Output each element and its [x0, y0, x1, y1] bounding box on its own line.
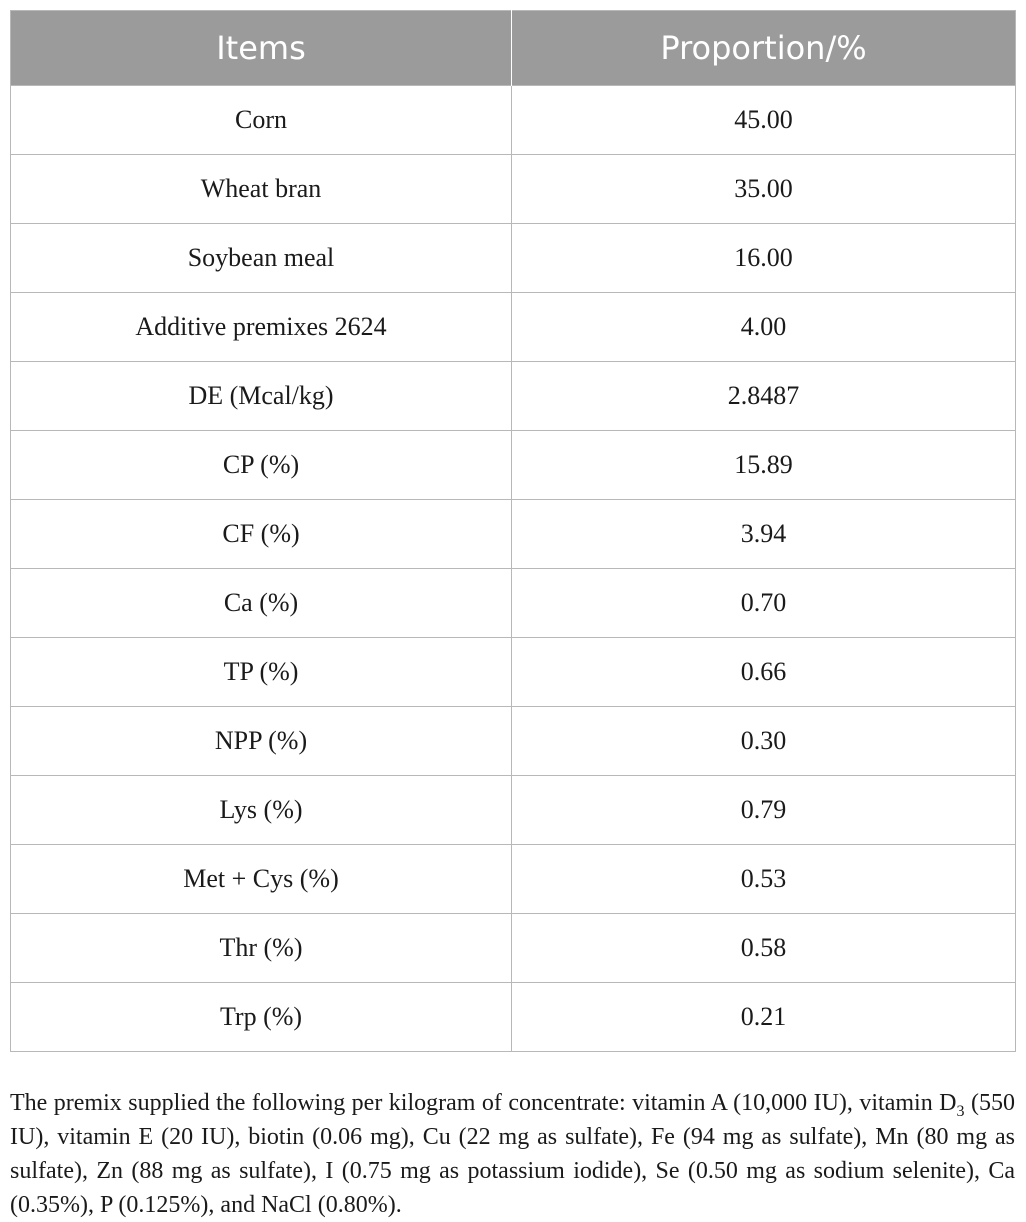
table-header-row: [11, 11, 1016, 86]
row-item: NPP (%): [11, 707, 512, 776]
row-value: 0.79: [512, 776, 1016, 845]
row-value: 2.8487: [512, 362, 1016, 431]
table-row: [11, 500, 1016, 569]
composition-table: [10, 10, 1016, 1052]
table-row: [11, 86, 1016, 155]
header-proportion: Proportion/%: [512, 11, 1016, 86]
row-item: Corn: [11, 86, 512, 155]
row-value: 3.94: [512, 500, 1016, 569]
table-row: [11, 293, 1016, 362]
row-item: Met + Cys (%): [11, 845, 512, 914]
row-item: TP (%): [11, 638, 512, 707]
row-item: DE (Mcal/kg): [11, 362, 512, 431]
table-row: [11, 224, 1016, 293]
table-row: [11, 983, 1016, 1052]
row-item: Additive premixes 2624: [11, 293, 512, 362]
row-value: 16.00: [512, 224, 1016, 293]
row-value: 35.00: [512, 155, 1016, 224]
table-row: [11, 914, 1016, 983]
table-row: [11, 845, 1016, 914]
header-items: Items: [11, 11, 512, 86]
row-value: 0.58: [512, 914, 1016, 983]
table-row: [11, 776, 1016, 845]
row-value: 0.70: [512, 569, 1016, 638]
row-item: Wheat bran: [11, 155, 512, 224]
table-row: [11, 155, 1016, 224]
row-value: 45.00: [512, 86, 1016, 155]
row-item: CF (%): [11, 500, 512, 569]
row-value: 0.66: [512, 638, 1016, 707]
table-row: [11, 638, 1016, 707]
row-value: 0.30: [512, 707, 1016, 776]
table-row: [11, 569, 1016, 638]
row-value: 0.21: [512, 983, 1016, 1052]
table-row: [11, 362, 1016, 431]
composition-table-container: [10, 10, 1015, 1052]
row-item: Thr (%): [11, 914, 512, 983]
footnote-text-part1: The premix supplied the following per kilogram of concentrate: vitamin A (10,000 IU), vitamin D: [10, 1090, 957, 1116]
table-row: [11, 431, 1016, 500]
row-value: 4.00: [512, 293, 1016, 362]
footnote-subscript: 3: [956, 1102, 965, 1120]
row-item: Lys (%): [11, 776, 512, 845]
row-item: Ca (%): [11, 569, 512, 638]
row-item: Soybean meal: [11, 224, 512, 293]
table-row: [11, 707, 1016, 776]
row-item: Trp (%): [11, 983, 512, 1052]
footnote-text-part2: (550 IU), vitamin E (20 IU), biotin (0.06 mg), Cu (22 mg as sulfate), Fe (94 mg as sulfate), Mn (80 mg as sulfate), Zn (88 mg as sulfate), I (0.75 mg as potassium iodide), Se (0.50 mg as sodium selenite), Ca (0.35%), P (0.125%), and NaCl (0.80%).: [10, 1090, 1015, 1218]
table-footnote: [10, 1086, 1015, 1222]
row-value: 15.89: [512, 431, 1016, 500]
row-item: CP (%): [11, 431, 512, 500]
row-value: 0.53: [512, 845, 1016, 914]
